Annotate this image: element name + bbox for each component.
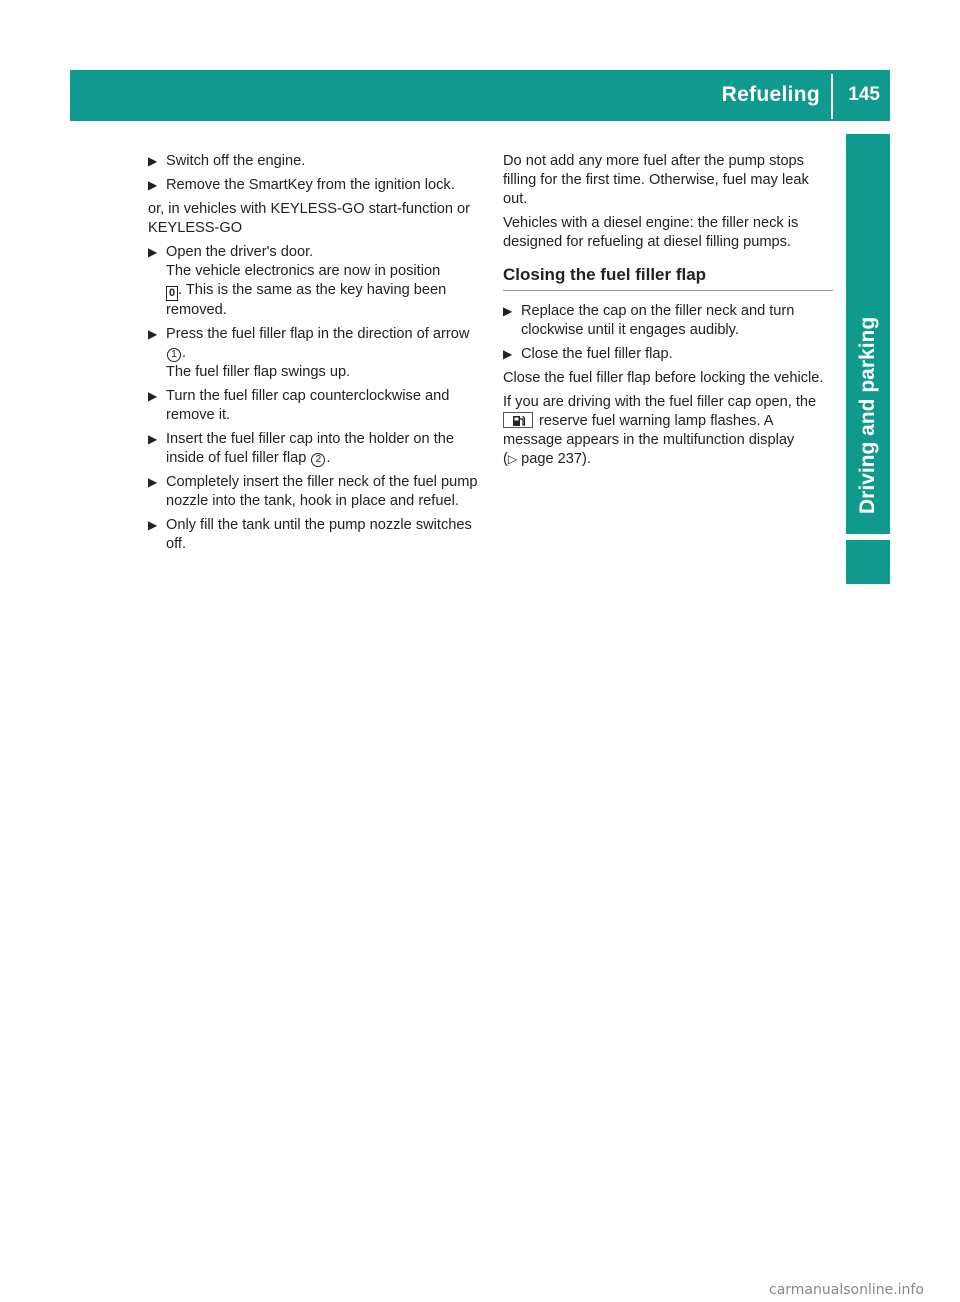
chapter-side-tab	[846, 134, 890, 534]
step-marker-icon: ▶	[148, 178, 158, 192]
step-text: Switch off the engine.	[166, 153, 306, 169]
step-item	[148, 152, 483, 171]
paragraph: Close the fuel filler flap before locking the vehicle.	[503, 370, 824, 386]
step-item	[148, 430, 483, 468]
step-item	[148, 516, 483, 554]
step-text: Close the fuel filler flap.	[521, 346, 673, 362]
watermark: carmanualsonline.info	[769, 1282, 924, 1298]
step-text: Insert the fuel filler cap into the holder on the inside of fuel filler flap	[166, 431, 454, 466]
step-text: Turn the fuel filler cap counterclockwise and remove it.	[166, 388, 450, 423]
paragraph: Vehicles with a diesel engine: the filler neck is designed for refueling at diesel filling pumps.	[503, 215, 799, 250]
step-marker-icon: ▶	[503, 304, 513, 318]
page-ref-open: (	[503, 451, 508, 467]
step-text: Remove the SmartKey from the ignition lock.	[166, 177, 455, 193]
step-result-text: The fuel filler flap swings up.	[166, 364, 351, 380]
step-result-text: . This is the same as the key having been removed.	[166, 282, 447, 318]
chapter-side-tab-label: Driving and parking	[856, 316, 879, 514]
header-divider	[831, 74, 833, 119]
step-text: Replace the cap on the filler neck and turn clockwise until it engages audibly.	[521, 303, 795, 338]
step-item	[148, 473, 483, 511]
paragraph	[503, 393, 833, 469]
page-header-bar	[70, 70, 890, 121]
step-text: Only fill the tank until the pump nozzle switches off.	[166, 517, 472, 552]
section-heading: Closing the fuel filler flap	[503, 265, 833, 291]
paragraph-text: reserve fuel warning lamp flashes. A message appears in the multifunction display	[503, 413, 795, 448]
step-result-text: The vehicle electronics are now in position	[166, 263, 441, 279]
step-item	[503, 345, 833, 364]
or-paragraph: or, in vehicles with KEYLESS-GO start-function or KEYLESS-GO	[148, 201, 471, 236]
right-column	[503, 152, 833, 474]
step-item	[148, 243, 483, 320]
page-header-title: Refueling	[721, 83, 820, 106]
step-text: Press the fuel filler flap in the direction of arrow	[166, 326, 470, 342]
paragraph-text: If you are driving with the fuel filler cap open, the	[503, 394, 817, 410]
reserve-fuel-warning-lamp-icon	[503, 412, 533, 428]
fuel-pump-icon	[504, 413, 534, 429]
step-marker-icon: ▶	[148, 327, 158, 341]
step-item	[503, 302, 833, 340]
step-marker-icon: ▶	[148, 518, 158, 532]
callout-1-icon: 1	[167, 348, 181, 362]
step-marker-icon: ▶	[148, 432, 158, 446]
page-number: 145	[848, 84, 880, 105]
left-column	[148, 152, 483, 559]
step-item	[148, 176, 483, 195]
step-text-end: .	[182, 345, 187, 361]
page-ref-link[interactable]: page 237).	[517, 451, 591, 467]
step-marker-icon: ▶	[148, 154, 158, 168]
step-item	[148, 387, 483, 425]
callout-2-icon: 2	[311, 453, 325, 467]
paragraph: Do not add any more fuel after the pump stops filling for the first time. Otherwise, fuel may leak out.	[503, 153, 809, 207]
chapter-side-block	[846, 540, 890, 584]
step-marker-icon: ▶	[503, 347, 513, 361]
step-marker-icon: ▶	[148, 475, 158, 489]
step-marker-icon: ▶	[148, 245, 158, 259]
ignition-position-0-icon: 0	[166, 286, 178, 301]
step-text: Completely insert the filler neck of the fuel pump nozzle into the tank, hook in place and refuel.	[166, 474, 478, 509]
step-text: Open the driver's door.	[166, 244, 314, 260]
step-item	[148, 325, 483, 382]
step-text-end: .	[326, 450, 331, 466]
step-marker-icon: ▶	[148, 389, 158, 403]
page-ref-arrow-icon: ▷	[507, 452, 518, 466]
